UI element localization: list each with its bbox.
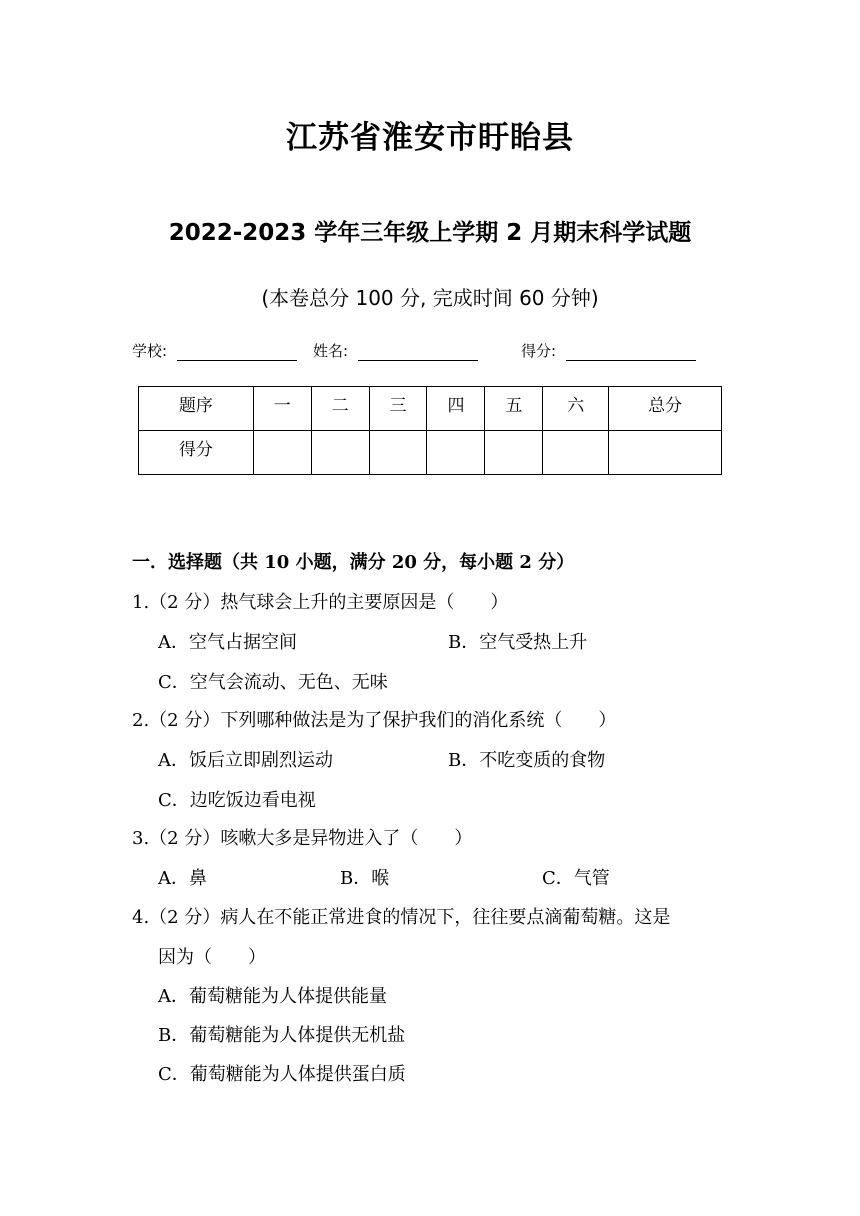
question-1-stem: 1.（2 分）热气球会上升的主要原因是（ ） bbox=[132, 592, 509, 613]
header-cell: 一 bbox=[253, 387, 311, 431]
school-label: 学校: bbox=[132, 342, 168, 360]
score-cell[interactable] bbox=[609, 431, 722, 475]
name-field bbox=[313, 340, 478, 361]
name-label: 姓名: bbox=[313, 342, 349, 360]
question-4-stem-line-1: 4.（2 分）病人在不能正常进食的情况下，往往要点滴葡萄糖。这是 bbox=[132, 907, 671, 928]
question-4-option-b[interactable]: B．葡萄糖能为人体提供无机盐 bbox=[158, 1025, 406, 1046]
question-2-stem: 2.（2 分）下列哪种做法是为了保护我们的消化系统（ ） bbox=[132, 710, 617, 731]
section-heading: 一．选择题（共 10 小题，满分 20 分，每小题 2 分） bbox=[132, 552, 575, 573]
score-cell[interactable] bbox=[427, 431, 485, 475]
question-4-option-c[interactable]: C．葡萄糖能为人体提供蛋白质 bbox=[158, 1064, 406, 1085]
score-cell[interactable] bbox=[485, 431, 543, 475]
header-cell: 题序 bbox=[139, 387, 254, 431]
name-blank[interactable] bbox=[358, 344, 478, 361]
page-title: 江苏省淮安市盱眙县 bbox=[286, 120, 574, 156]
header-cell: 六 bbox=[543, 387, 609, 431]
score-cell[interactable] bbox=[311, 431, 369, 475]
question-4-option-a[interactable]: A．葡萄糖能为人体提供能量 bbox=[158, 986, 387, 1007]
header-cell: 总分 bbox=[609, 387, 722, 431]
score-table bbox=[138, 386, 722, 475]
question-1-option-a[interactable]: A．空气占据空间 bbox=[158, 632, 297, 653]
question-1-option-c[interactable]: C．空气会流动、无色、无味 bbox=[158, 672, 388, 693]
header-cell: 三 bbox=[369, 387, 427, 431]
question-3-stem: 3.（2 分）咳嗽大多是异物进入了（ ） bbox=[132, 828, 473, 849]
score-cell[interactable] bbox=[253, 431, 311, 475]
question-3-option-a[interactable]: A．鼻 bbox=[158, 868, 207, 889]
header-cell: 二 bbox=[311, 387, 369, 431]
question-2-option-c[interactable]: C．边吃饭边看电视 bbox=[158, 790, 316, 811]
question-1-option-b[interactable]: B．空气受热上升 bbox=[448, 632, 588, 653]
score-cell[interactable] bbox=[543, 431, 609, 475]
header-cell: 四 bbox=[427, 387, 485, 431]
score-cell[interactable] bbox=[369, 431, 427, 475]
exam-subtitle: 2022-2023 学年三年级上学期 2 月期末科学试题 bbox=[168, 220, 692, 246]
question-2-option-a[interactable]: A．饭后立即剧烈运动 bbox=[158, 750, 333, 771]
question-3-option-c[interactable]: C．气管 bbox=[542, 868, 610, 889]
question-2-option-b[interactable]: B．不吃变质的食物 bbox=[448, 750, 606, 771]
header-cell: 五 bbox=[485, 387, 543, 431]
score-table-score-row bbox=[139, 431, 722, 475]
score-table-header-row bbox=[139, 387, 722, 431]
exam-note: (本卷总分 100 分, 完成时间 60 分钟) bbox=[261, 286, 599, 310]
score-field bbox=[521, 340, 696, 361]
score-label: 得分: bbox=[521, 342, 557, 360]
school-blank[interactable] bbox=[177, 344, 297, 361]
row-label-cell: 得分 bbox=[139, 431, 254, 475]
school-field bbox=[132, 340, 297, 361]
question-4-stem-line-2: 因为（ ） bbox=[158, 947, 266, 968]
question-3-option-b[interactable]: B．喉 bbox=[340, 868, 390, 889]
score-blank[interactable] bbox=[566, 344, 696, 361]
